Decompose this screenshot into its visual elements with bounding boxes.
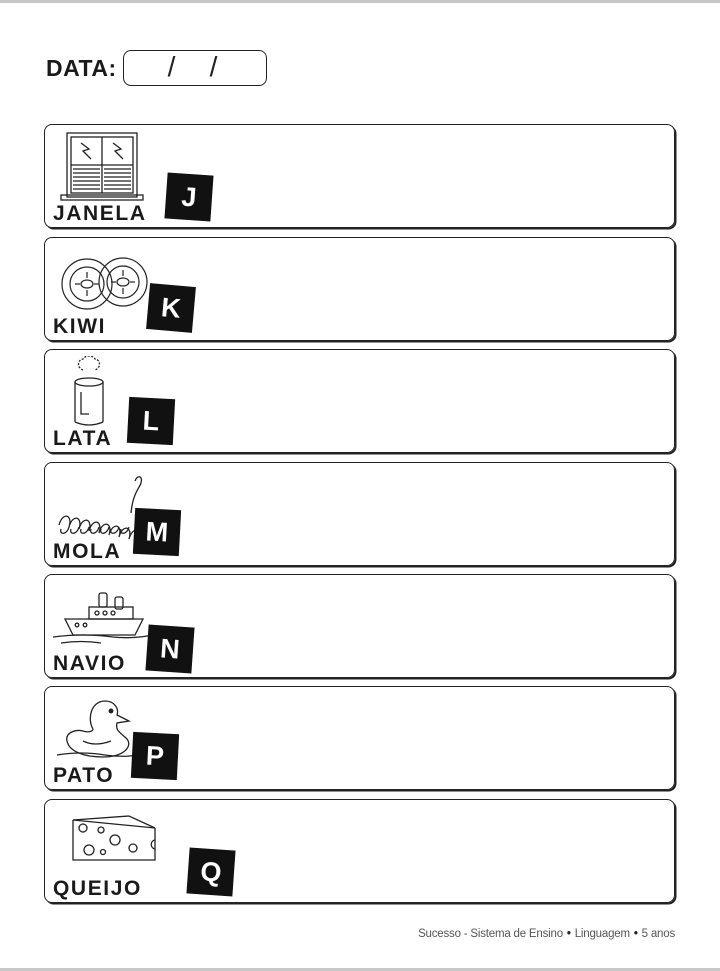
- letter-tile: [186, 847, 235, 896]
- word-card-navio: [44, 574, 675, 678]
- footer-separator: •: [566, 928, 571, 940]
- word-card-janela: [44, 124, 675, 228]
- letter-tile: [127, 397, 175, 445]
- kiwi-icon: [53, 244, 153, 315]
- letter-label: J: [180, 181, 198, 212]
- letter-tile: [145, 624, 194, 673]
- footer-separator: •: [633, 928, 638, 940]
- word-label: MOLA: [53, 540, 122, 563]
- word-card-mola: [44, 462, 675, 566]
- letter-label: Q: [199, 855, 223, 888]
- word-card-queijo: [44, 799, 675, 903]
- word-label: NAVIO: [53, 652, 126, 675]
- letter-tile: [131, 732, 179, 780]
- date-row: [46, 48, 267, 88]
- ship-icon: [53, 581, 153, 658]
- letter-label: L: [142, 405, 161, 436]
- can-icon: [53, 356, 123, 433]
- footer-subject: Linguagem: [574, 928, 630, 940]
- date-field[interactable]: [123, 50, 267, 86]
- letter-label: N: [159, 632, 181, 665]
- word-label: LATA: [53, 427, 113, 450]
- word-card-pato: [44, 686, 675, 790]
- word-card-kiwi: [44, 237, 675, 341]
- word-label: PATO: [53, 764, 115, 787]
- page-top-edge: [0, 0, 720, 3]
- letter-tile: [146, 283, 196, 333]
- footer-source: Sucesso - Sistema de Ensino: [418, 928, 563, 940]
- footer-age: 5 anos: [641, 928, 675, 940]
- word-label: QUEIJO: [53, 877, 142, 900]
- word-card-lata: [44, 349, 675, 453]
- letter-tile: [164, 172, 213, 221]
- footer-credit: [418, 928, 675, 940]
- letter-label: M: [145, 515, 170, 548]
- date-label: DATA:: [46, 54, 117, 81]
- letter-tile: [133, 508, 181, 556]
- letter-label: K: [160, 291, 183, 324]
- word-label: KIWI: [53, 315, 107, 338]
- cheese-icon: [53, 806, 163, 877]
- word-label: JANELA: [53, 202, 147, 225]
- window-icon: [53, 131, 153, 206]
- letter-label: P: [145, 740, 165, 771]
- date-slash: /: [209, 51, 218, 82]
- date-slash: /: [167, 51, 176, 82]
